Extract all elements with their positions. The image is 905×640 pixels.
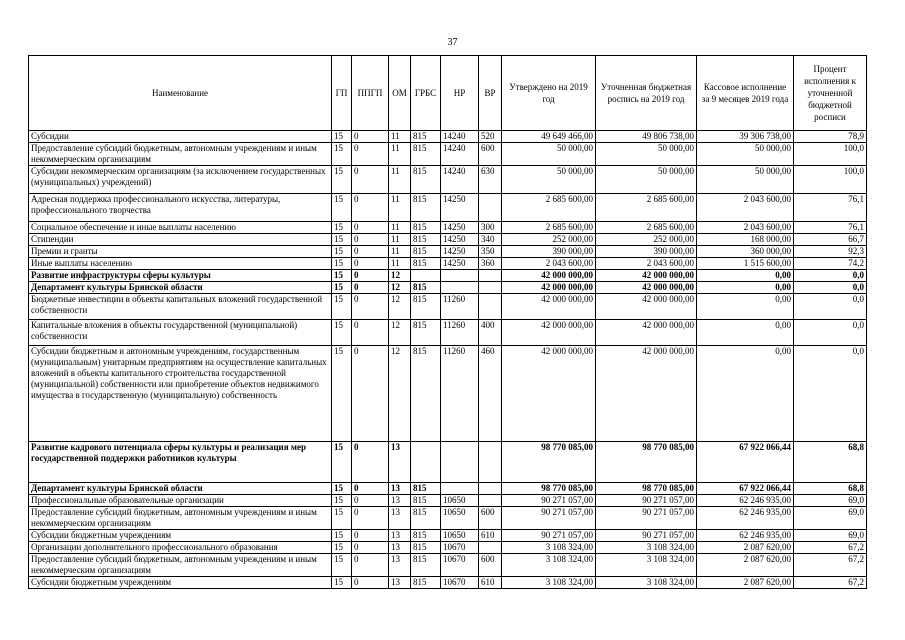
cell-execution-percent: 67,2 <box>794 577 867 589</box>
cell-nr: 10650 <box>441 507 479 530</box>
cell-cash-execution: 50 000,00 <box>697 166 794 194</box>
cell-cash-execution: 67 922 066,44 <box>697 442 794 483</box>
cell-cash-execution: 0,00 <box>697 282 794 294</box>
cell-vr: 600 <box>479 507 502 530</box>
cell-approved: 2 685 600,00 <box>502 222 596 234</box>
cell-om: 11 <box>389 166 411 194</box>
cell-grbs: 815 <box>411 483 441 495</box>
cell-cash-execution: 2 043 600,00 <box>697 222 794 234</box>
cell-nr: 11260 <box>441 294 479 320</box>
cell-grbs: 815 <box>411 246 441 258</box>
cell-om: 13 <box>389 495 411 507</box>
cell-execution-percent: 67,2 <box>794 554 867 577</box>
cell-name: Социальное обеспечение и иные выплаты населению <box>29 222 332 234</box>
column-header-name: Наименование <box>29 56 332 131</box>
cell-refined-budget: 90 271 057,00 <box>596 495 697 507</box>
cell-om: 13 <box>389 483 411 495</box>
cell-vr <box>479 442 502 483</box>
cell-approved: 252 000,00 <box>502 234 596 246</box>
column-header-gp: ГП <box>332 56 352 131</box>
cell-name: Профессиональные образовательные организации <box>29 495 332 507</box>
cell-om: 12 <box>389 270 411 282</box>
cell-cash-execution: 39 306 738,00 <box>697 131 794 143</box>
cell-cash-execution: 50 000,00 <box>697 143 794 166</box>
table-row <box>29 222 867 234</box>
cell-ppgp: 0 <box>352 282 389 294</box>
table-row <box>29 234 867 246</box>
cell-gp: 15 <box>332 320 352 346</box>
cell-nr <box>441 282 479 294</box>
cell-grbs: 815 <box>411 131 441 143</box>
cell-execution-percent: 69,0 <box>794 495 867 507</box>
cell-approved: 50 000,00 <box>502 166 596 194</box>
cell-approved: 49 649 466,00 <box>502 131 596 143</box>
cell-vr: 400 <box>479 320 502 346</box>
cell-cash-execution: 2 087 620,00 <box>697 542 794 554</box>
column-header-refined-budget: Уточненная бюджетная роспись на 2019 год <box>596 56 697 131</box>
cell-refined-budget: 42 000 000,00 <box>596 270 697 282</box>
cell-ppgp: 0 <box>352 542 389 554</box>
cell-refined-budget: 50 000,00 <box>596 166 697 194</box>
cell-om: 12 <box>389 282 411 294</box>
cell-refined-budget: 42 000 000,00 <box>596 282 697 294</box>
cell-vr: 520 <box>479 131 502 143</box>
cell-ppgp: 0 <box>352 530 389 542</box>
cell-refined-budget: 42 000 000,00 <box>596 320 697 346</box>
cell-grbs: 815 <box>411 194 441 222</box>
cell-name: Стипендии <box>29 234 332 246</box>
cell-approved: 50 000,00 <box>502 143 596 166</box>
cell-ppgp: 0 <box>352 495 389 507</box>
cell-grbs: 815 <box>411 542 441 554</box>
cell-grbs <box>411 442 441 483</box>
cell-grbs: 815 <box>411 143 441 166</box>
cell-om: 11 <box>389 194 411 222</box>
table-row <box>29 442 867 483</box>
cell-refined-budget: 390 000,00 <box>596 246 697 258</box>
cell-cash-execution: 360 000,00 <box>697 246 794 258</box>
cell-refined-budget: 2 685 600,00 <box>596 194 697 222</box>
cell-om: 11 <box>389 246 411 258</box>
table-row <box>29 131 867 143</box>
cell-nr <box>441 442 479 483</box>
column-header-om: ОМ <box>389 56 411 131</box>
cell-gp: 15 <box>332 282 352 294</box>
cell-execution-percent: 0,0 <box>794 346 867 442</box>
cell-refined-budget: 98 770 085,00 <box>596 483 697 495</box>
column-header-execution-percent: Процент исполнения к уточненной бюджетной росписи <box>794 56 867 131</box>
cell-approved: 90 271 057,00 <box>502 507 596 530</box>
cell-om: 11 <box>389 143 411 166</box>
cell-execution-percent: 0,0 <box>794 320 867 346</box>
cell-execution-percent: 74,2 <box>794 258 867 270</box>
cell-approved: 90 271 057,00 <box>502 530 596 542</box>
cell-nr: 10670 <box>441 577 479 589</box>
cell-om: 13 <box>389 542 411 554</box>
cell-ppgp: 0 <box>352 442 389 483</box>
table-row <box>29 258 867 270</box>
cell-approved: 42 000 000,00 <box>502 294 596 320</box>
cell-ppgp: 0 <box>352 294 389 320</box>
table-row <box>29 554 867 577</box>
cell-gp: 15 <box>332 554 352 577</box>
cell-refined-budget: 3 108 324,00 <box>596 554 697 577</box>
cell-refined-budget: 2 043 600,00 <box>596 258 697 270</box>
cell-om: 12 <box>389 346 411 442</box>
cell-refined-budget: 49 806 738,00 <box>596 131 697 143</box>
table-row <box>29 346 867 442</box>
cell-approved: 3 108 324,00 <box>502 554 596 577</box>
cell-nr: 10670 <box>441 554 479 577</box>
cell-name: Адресная поддержка профессионального искусства, литературы, профессионального творчества <box>29 194 332 222</box>
cell-om: 13 <box>389 507 411 530</box>
table-row <box>29 530 867 542</box>
cell-approved: 3 108 324,00 <box>502 577 596 589</box>
cell-cash-execution: 62 246 935,00 <box>697 507 794 530</box>
cell-ppgp: 0 <box>352 194 389 222</box>
cell-gp: 15 <box>332 222 352 234</box>
cell-refined-budget: 90 271 057,00 <box>596 507 697 530</box>
cell-execution-percent: 0,0 <box>794 282 867 294</box>
table-row <box>29 246 867 258</box>
cell-vr: 600 <box>479 143 502 166</box>
cell-execution-percent: 78,9 <box>794 131 867 143</box>
cell-gp: 15 <box>332 542 352 554</box>
table-row <box>29 282 867 294</box>
cell-refined-budget: 42 000 000,00 <box>596 294 697 320</box>
cell-grbs: 815 <box>411 346 441 442</box>
cell-name: Субсидии бюджетным учреждениям <box>29 577 332 589</box>
cell-vr: 340 <box>479 234 502 246</box>
cell-cash-execution: 1 515 600,00 <box>697 258 794 270</box>
cell-refined-budget: 3 108 324,00 <box>596 577 697 589</box>
cell-cash-execution: 62 246 935,00 <box>697 495 794 507</box>
cell-name: Премии и гранты <box>29 246 332 258</box>
cell-om: 11 <box>389 131 411 143</box>
cell-refined-budget: 252 000,00 <box>596 234 697 246</box>
cell-approved: 42 000 000,00 <box>502 282 596 294</box>
table-row <box>29 320 867 346</box>
cell-vr: 360 <box>479 258 502 270</box>
column-header-vr: ВР <box>479 56 502 131</box>
table-row <box>29 577 867 589</box>
cell-gp: 15 <box>332 246 352 258</box>
cell-approved: 42 000 000,00 <box>502 270 596 282</box>
cell-gp: 15 <box>332 194 352 222</box>
cell-cash-execution: 0,00 <box>697 320 794 346</box>
column-header-grbs: ГРБС <box>411 56 441 131</box>
cell-om: 13 <box>389 554 411 577</box>
cell-refined-budget: 98 770 085,00 <box>596 442 697 483</box>
cell-ppgp: 0 <box>352 222 389 234</box>
cell-nr: 14250 <box>441 194 479 222</box>
cell-name: Субсидии <box>29 131 332 143</box>
cell-refined-budget: 2 685 600,00 <box>596 222 697 234</box>
cell-cash-execution: 2 087 620,00 <box>697 554 794 577</box>
cell-ppgp: 0 <box>352 554 389 577</box>
cell-gp: 15 <box>332 166 352 194</box>
cell-approved: 98 770 085,00 <box>502 483 596 495</box>
cell-ppgp: 0 <box>352 258 389 270</box>
cell-ppgp: 0 <box>352 234 389 246</box>
column-header-approved: Утверждено на 2019 год <box>502 56 596 131</box>
cell-ppgp: 0 <box>352 143 389 166</box>
cell-execution-percent: 100,0 <box>794 143 867 166</box>
cell-vr <box>479 542 502 554</box>
cell-execution-percent: 66,7 <box>794 234 867 246</box>
cell-gp: 15 <box>332 131 352 143</box>
cell-name: Субсидии бюджетным учреждениям <box>29 530 332 542</box>
cell-vr: 300 <box>479 222 502 234</box>
cell-ppgp: 0 <box>352 346 389 442</box>
cell-nr: 11260 <box>441 320 479 346</box>
cell-nr: 14240 <box>441 166 479 194</box>
cell-nr: 14250 <box>441 234 479 246</box>
table-row <box>29 166 867 194</box>
cell-execution-percent: 0,0 <box>794 294 867 320</box>
cell-approved: 390 000,00 <box>502 246 596 258</box>
cell-nr: 14240 <box>441 131 479 143</box>
cell-gp: 15 <box>332 495 352 507</box>
cell-nr: 14250 <box>441 258 479 270</box>
cell-vr <box>479 294 502 320</box>
cell-name: Иные выплаты населению <box>29 258 332 270</box>
cell-grbs: 815 <box>411 222 441 234</box>
table-row <box>29 143 867 166</box>
cell-gp: 15 <box>332 483 352 495</box>
cell-om: 13 <box>389 530 411 542</box>
cell-ppgp: 0 <box>352 507 389 530</box>
cell-nr: 11260 <box>441 346 479 442</box>
cell-approved: 2 043 600,00 <box>502 258 596 270</box>
cell-nr: 14250 <box>441 246 479 258</box>
cell-nr <box>441 483 479 495</box>
cell-grbs: 815 <box>411 530 441 542</box>
cell-nr: 14240 <box>441 143 479 166</box>
cell-nr: 10670 <box>441 542 479 554</box>
cell-cash-execution: 2 087 620,00 <box>697 577 794 589</box>
cell-execution-percent: 69,0 <box>794 530 867 542</box>
cell-cash-execution: 0,00 <box>697 346 794 442</box>
cell-gp: 15 <box>332 143 352 166</box>
cell-approved: 90 271 057,00 <box>502 495 596 507</box>
cell-grbs: 815 <box>411 507 441 530</box>
cell-vr: 610 <box>479 577 502 589</box>
cell-gp: 15 <box>332 270 352 282</box>
cell-ppgp: 0 <box>352 270 389 282</box>
cell-name: Предоставление субсидий бюджетным, автономным учреждениям и иным некоммерческим организациям <box>29 143 332 166</box>
cell-cash-execution: 67 922 066,44 <box>697 483 794 495</box>
table-row <box>29 542 867 554</box>
cell-name: Субсидии некоммерческим организациям (за исключением государственных (муниципальных) учреждений) <box>29 166 332 194</box>
cell-gp: 15 <box>332 234 352 246</box>
cell-cash-execution: 0,00 <box>697 294 794 320</box>
cell-vr <box>479 194 502 222</box>
cell-refined-budget: 3 108 324,00 <box>596 542 697 554</box>
cell-vr: 600 <box>479 554 502 577</box>
cell-grbs: 815 <box>411 577 441 589</box>
column-header-ppgp: ППГП <box>352 56 389 131</box>
cell-name: Департамент культуры Брянской области <box>29 483 332 495</box>
table-row <box>29 507 867 530</box>
cell-ppgp: 0 <box>352 320 389 346</box>
cell-execution-percent: 92,3 <box>794 246 867 258</box>
cell-approved: 98 770 085,00 <box>502 442 596 483</box>
table-row <box>29 495 867 507</box>
cell-cash-execution: 168 000,00 <box>697 234 794 246</box>
cell-name: Департамент культуры Брянской области <box>29 282 332 294</box>
cell-grbs <box>411 270 441 282</box>
cell-grbs: 815 <box>411 320 441 346</box>
cell-vr: 630 <box>479 166 502 194</box>
cell-approved: 2 685 600,00 <box>502 194 596 222</box>
cell-vr <box>479 483 502 495</box>
cell-name: Развитие инфраструктуры сферы культуры <box>29 270 332 282</box>
cell-nr <box>441 270 479 282</box>
cell-gp: 15 <box>332 346 352 442</box>
cell-om: 11 <box>389 234 411 246</box>
cell-cash-execution: 2 043 600,00 <box>697 194 794 222</box>
table-row <box>29 483 867 495</box>
cell-execution-percent: 67,2 <box>794 542 867 554</box>
cell-name: Предоставление субсидий бюджетным, автономным учреждениям и иным некоммерческим организациям <box>29 554 332 577</box>
cell-name: Капитальные вложения в объекты государственной (муниципальной) собственности <box>29 320 332 346</box>
cell-execution-percent: 100,0 <box>794 166 867 194</box>
cell-grbs: 815 <box>411 495 441 507</box>
cell-ppgp: 0 <box>352 246 389 258</box>
table-row <box>29 294 867 320</box>
cell-gp: 15 <box>332 442 352 483</box>
cell-execution-percent: 76,1 <box>794 222 867 234</box>
cell-name: Организации дополнительного профессионального образования <box>29 542 332 554</box>
cell-ppgp: 0 <box>352 577 389 589</box>
page-number: 37 <box>447 37 458 48</box>
cell-nr: 10650 <box>441 495 479 507</box>
cell-execution-percent: 69,0 <box>794 507 867 530</box>
cell-approved: 42 000 000,00 <box>502 346 596 442</box>
cell-nr: 10650 <box>441 530 479 542</box>
table-header-row <box>29 56 867 131</box>
cell-gp: 15 <box>332 530 352 542</box>
cell-name: Предоставление субсидий бюджетным, автономным учреждениям и иным некоммерческим организациям <box>29 507 332 530</box>
cell-vr <box>479 495 502 507</box>
cell-grbs: 815 <box>411 554 441 577</box>
cell-vr <box>479 270 502 282</box>
cell-ppgp: 0 <box>352 166 389 194</box>
cell-approved: 3 108 324,00 <box>502 542 596 554</box>
cell-grbs: 815 <box>411 258 441 270</box>
table-row <box>29 194 867 222</box>
cell-approved: 42 000 000,00 <box>502 320 596 346</box>
cell-execution-percent: 68,8 <box>794 442 867 483</box>
cell-execution-percent: 0,0 <box>794 270 867 282</box>
budget-table <box>28 55 867 589</box>
cell-nr: 14250 <box>441 222 479 234</box>
cell-cash-execution: 62 246 935,00 <box>697 530 794 542</box>
cell-om: 13 <box>389 577 411 589</box>
cell-om: 11 <box>389 222 411 234</box>
cell-gp: 15 <box>332 577 352 589</box>
cell-refined-budget: 50 000,00 <box>596 143 697 166</box>
cell-ppgp: 0 <box>352 131 389 143</box>
cell-refined-budget: 42 000 000,00 <box>596 346 697 442</box>
cell-refined-budget: 90 271 057,00 <box>596 530 697 542</box>
table-row <box>29 270 867 282</box>
cell-cash-execution: 0,00 <box>697 270 794 282</box>
cell-gp: 15 <box>332 294 352 320</box>
cell-name: Развитие кадрового потенциала сферы культуры и реализация мер государственной поддержки работников культуры <box>29 442 332 483</box>
cell-gp: 15 <box>332 258 352 270</box>
cell-grbs: 815 <box>411 282 441 294</box>
cell-om: 13 <box>389 442 411 483</box>
cell-gp: 15 <box>332 507 352 530</box>
cell-vr: 350 <box>479 246 502 258</box>
cell-vr: 610 <box>479 530 502 542</box>
cell-grbs: 815 <box>411 166 441 194</box>
cell-om: 11 <box>389 258 411 270</box>
cell-om: 12 <box>389 320 411 346</box>
cell-grbs: 815 <box>411 294 441 320</box>
cell-grbs: 815 <box>411 234 441 246</box>
cell-execution-percent: 68,8 <box>794 483 867 495</box>
cell-name: Субсидии бюджетным и автономным учреждениям, государственным (муниципальным) унитарным предприятиям на осуществление капитальных вложений в объекты капитального строительства государственной (муниципальной) собственности или приобретение объектов недвижимого имущества в государственную (муниципальную) собственность <box>29 346 332 442</box>
cell-om: 12 <box>389 294 411 320</box>
cell-vr: 460 <box>479 346 502 442</box>
column-header-cash-execution: Кассовое исполнение за 9 месяцев 2019 года <box>697 56 794 131</box>
cell-execution-percent: 76,1 <box>794 194 867 222</box>
cell-vr <box>479 282 502 294</box>
column-header-nr: НР <box>441 56 479 131</box>
cell-ppgp: 0 <box>352 483 389 495</box>
cell-name: Бюджетные инвестиции в объекты капитальных вложений государственной собственности <box>29 294 332 320</box>
